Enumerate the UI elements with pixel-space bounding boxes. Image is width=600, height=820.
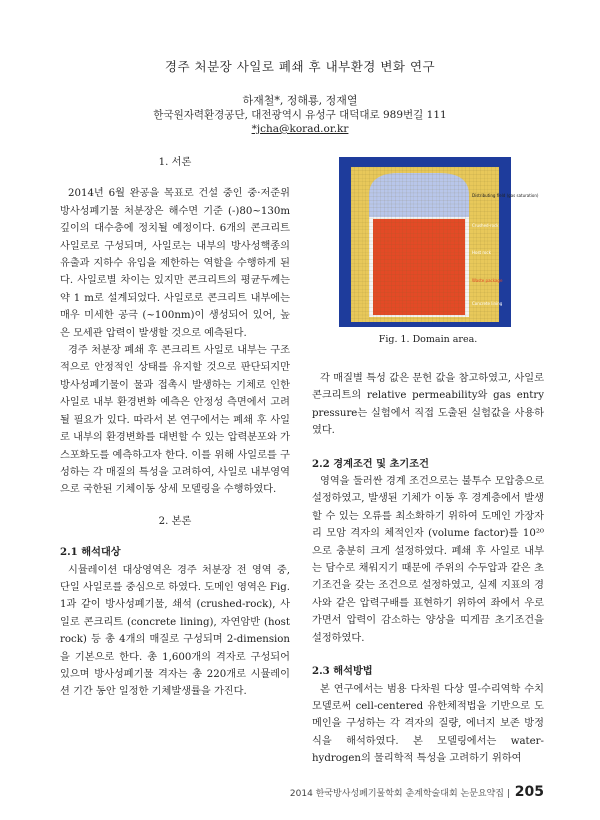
subsection-heading-2-3: 2.3 해석방법	[312, 665, 373, 678]
intro-paragraph-1: 2014년 6월 완공을 목표로 건설 중인 중·저준위 방사성폐기물 처분장은 해수면 기준 (-)80~130m 깊이의 대수층에 정치될 예정이다. 6개의 콘크리트 사일로로 구성되며, 사일로는 내부의 방사성핵종의 유출과 지하수 유입을 제한하는 역할을 수행하게 된다. 사일로별 차이는 있지만 콘크리트의 평균두께는 약 1 m로 설계되었다. 사일로로 콘크리트 내부에는 매우 미세한 공극 (~100nm)이 생성되어 있어, 높은 모세관 압력이 발생할 것으로 예측된다.	[60, 188, 290, 339]
label-waste-package: Waste package	[472, 278, 503, 283]
subsection-2-3-paragraph: 본 연구에서는 범용 다차원 다상 열-수리역학 수치 모델로써 cell-centered 유한체적법을 기반으로 도메인을 구성하는 각 격자의 질량, 에너지 보존 방정식을 해석하였다. 본 모델링에서는 water-hydrogen의 물리학적 특성을 고려하기 위하여	[312, 683, 544, 765]
label-crushed-rock: Crushed-rock	[472, 223, 499, 228]
grid-lines	[351, 167, 499, 322]
section-heading-body: 2. 본론	[158, 515, 192, 527]
subsection-heading-2-1: 2.1 해석대상	[60, 546, 121, 559]
left-column	[60, 154, 290, 701]
section-heading-intro: 1. 서론	[158, 157, 192, 168]
right-paragraph-1: 각 매질별 특성 값은 문헌 값을 참고하였고, 사일로 콘크리트의 relative permeability와 gas entry pressure는 실험에서 직접 도출된 실험값을 사용하였다.	[312, 373, 544, 437]
label-host-rock: Host rock	[472, 250, 491, 255]
page-separator: |	[506, 789, 510, 799]
subsection-2-2-paragraph: 영역을 둘러싼 경계 조건으로는 불투수 모압층으로 설정하였고, 발생된 기체가 이동 후 경계층에서 발생할 수 있는 오류를 최소화하기 위하여 도메인 가장자리 모암 격자의 체적인자 (volume factor)를 10²⁰으로 충분히 크게 설정하였다. 폐쇄 후 사일로 내부는 담수로 채워지기 때문에 주위의 수두압과 같은 초기조건을 갖는 조건으로 설정하였고, 실제 지표의 경사와 같은 압력구배를 표현하기 위하여 좌에서 우로 가면서 압력이 감소하는 양상을 띠게끔 초기조건을 설정하였다.	[312, 476, 544, 644]
domain-figure	[339, 157, 539, 327]
subsection-heading-2-2: 2.2 경계조건 및 초기조건	[312, 457, 429, 470]
affiliation: 한국원자력환경공단, 대전광역시 유성구 대덕대로 989번길 111	[153, 109, 447, 121]
author-line: 하재철*, 정해룡, 정재열	[242, 94, 358, 107]
label-distributing-field: Distributing field (gas saturation)	[472, 193, 539, 198]
crushed-rock-dome	[369, 173, 469, 217]
footer-text: 2014 한국방사성폐기물학회 춘계학술대회 논문요약집	[289, 789, 504, 799]
figure-caption: Fig. 1. Domain area.	[378, 334, 478, 345]
paper-title: 경주 처분장 사일로 폐쇄 후 내부환경 변화 연구	[164, 59, 436, 74]
label-concrete-lining: Concrete lining	[472, 301, 503, 306]
right-column	[312, 370, 544, 768]
page-number: 205	[514, 784, 544, 800]
email	[0, 123, 600, 135]
page-footer	[290, 784, 544, 800]
subsection-2-1-paragraph: 시뮬레이션 대상영역은 경주 처분장 전 영역 중, 단일 사일로를 중심으로 하였다. 도메인 영역은 Fig. 1과 같이 방사성폐기물, 쇄석 (crushed-rock), 사일로 콘크리트 (concrete lining), 자연암반 (host rock) 등 총 4개의 매질로 구성되며 2-dimension을 기본으로 한다. 총 1,600개의 격자로 구성되어 있으며 방사성폐기물 격자는 총 220개로 시뮬레이션 기간 동안 일정한 기체발생률을 가진다.	[60, 564, 290, 698]
email-link[interactable]: *jcha@korad.or.kr	[251, 123, 349, 135]
intro-paragraph-2: 경주 처분장 폐쇄 후 콘크리트 사일로 내부는 구조적으로 안정적인 상태를 유지할 것으로 판단되지만 방사성폐기물이 물과 접촉시 발생하는 기체로 인한 사일로 내부 환경변화 예측은 안정성 측면에서 고려될 필요가 있다. 따라서 본 연구에서는 폐쇄 후 사일로 내부의 환경변화를 대변할 수 있는 압력분포와 가스포화도를 예측하고자 한다. 이를 위해 사일로를 구성하는 각 매질의 특성을 고려하여, 사일로 내부영역으로 국한된 기체이동 상세 모델링을 수행하였다.	[60, 345, 290, 496]
